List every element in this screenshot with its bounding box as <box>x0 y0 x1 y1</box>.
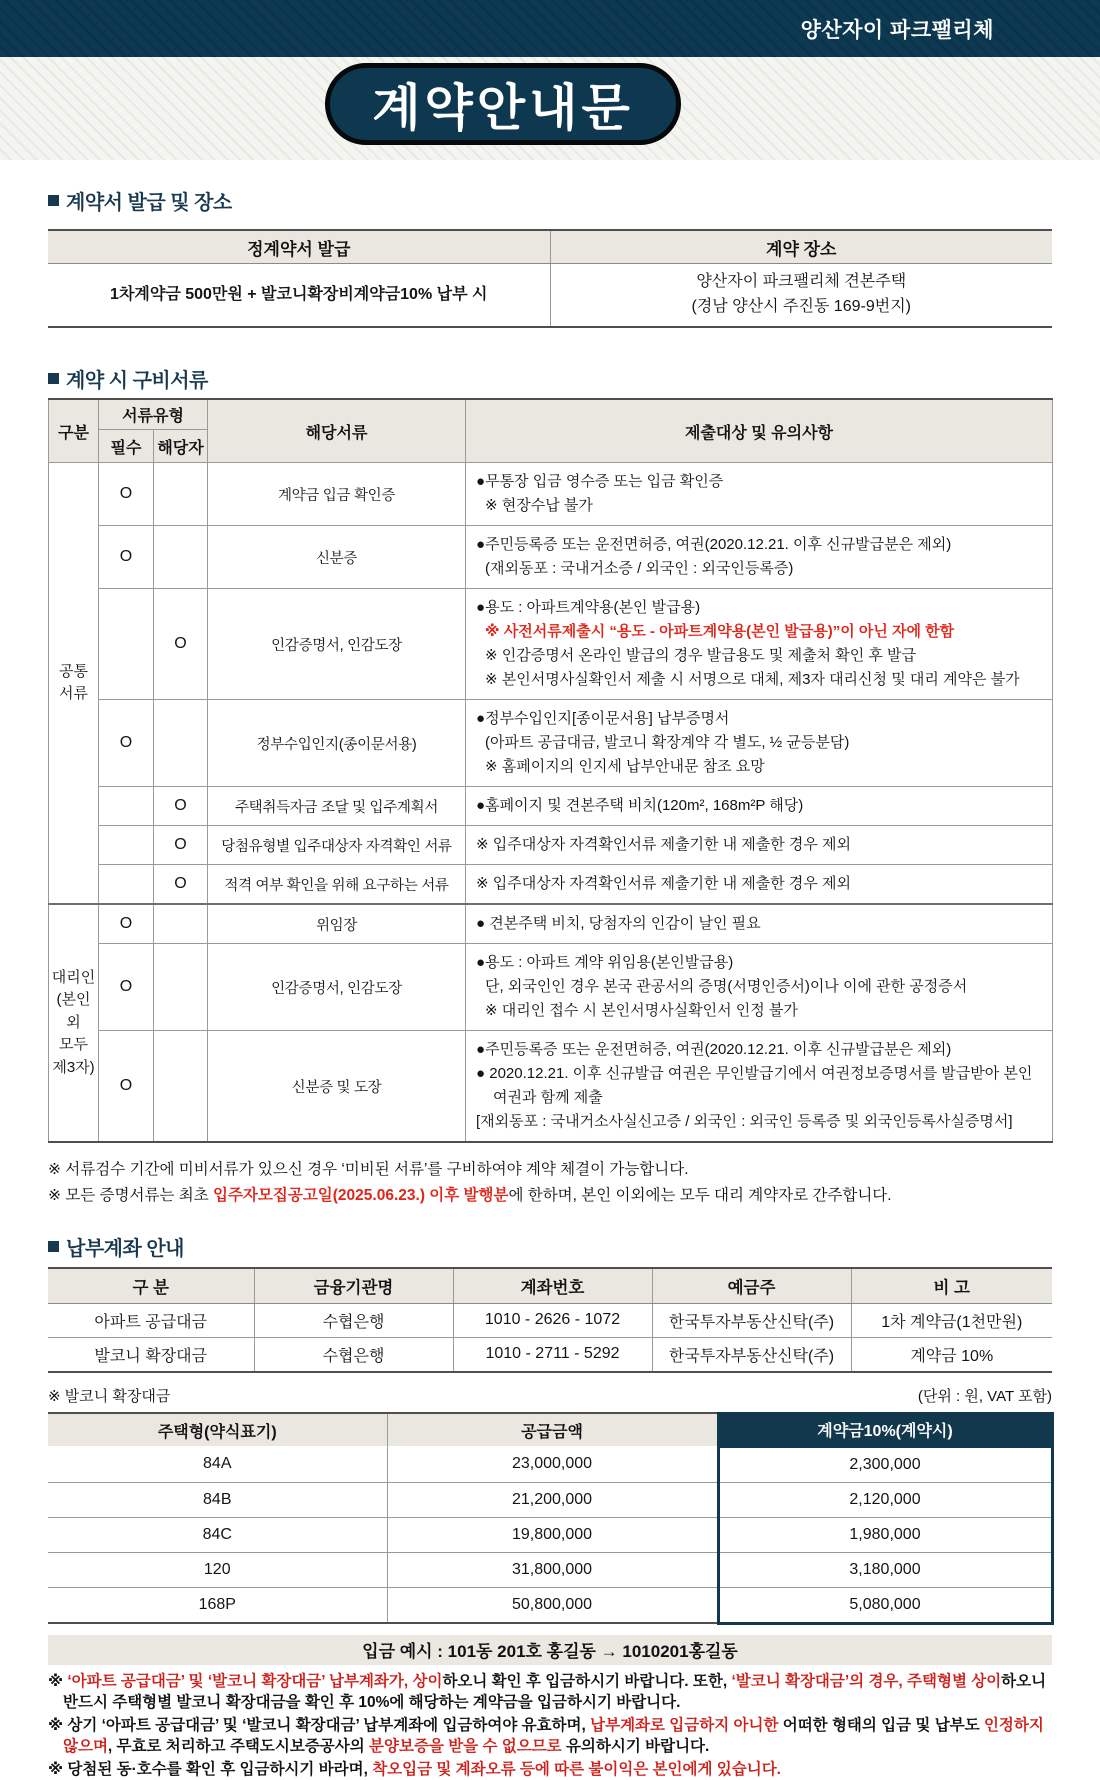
contract-place-cell <box>550 264 1052 328</box>
balcony-caption-row <box>48 1385 1052 1406</box>
required-cell: O <box>99 463 154 526</box>
info-line: ※ 본인서명사실확인서 제출 시 서명으로 대체, 제3자 대리신청 및 대리 계약은 불가 <box>485 671 1020 688</box>
category-line: 모두 <box>59 1036 88 1054</box>
text-segment: 유의하시기 바랍니다. <box>561 1737 710 1755</box>
balcony-cell: 3,180,000 <box>718 1552 1052 1587</box>
balcony-cell: 1,980,000 <box>718 1517 1052 1552</box>
column-header: 계약금10%(계약시) <box>718 1413 1052 1446</box>
documents-notes <box>48 1157 1052 1210</box>
notes-cell <box>466 826 1053 865</box>
balcony-cell: 50,800,000 <box>387 1587 718 1623</box>
info-line: 여권과 함께 제출 <box>493 1089 603 1106</box>
balcony-cell: 2,300,000 <box>718 1446 1052 1482</box>
text-segment: 하오니 반드시 주택형별 발코니 확장대금을 확인 후 10%에 해당하는 계약금을 입금하시기 바랍니다. <box>63 1672 1047 1711</box>
info-line: ●용도 : 아파트 계약 위임용(본인발급용) <box>476 954 734 971</box>
required-cell <box>99 589 154 700</box>
text-segment: 에 한하며, 본인 이외에는 모두 대리 계약자로 간주합니다. <box>508 1187 892 1205</box>
info-line: 단, 외국인인 경우 본국 관공서의 증명(서명인증서)이나 이에 관한 공정증서 <box>485 978 968 995</box>
required-cell: O <box>99 700 154 787</box>
balcony-cell: 2,120,000 <box>718 1482 1052 1517</box>
deposit-example-text: 입금 예시 : 101동 201호 홍길동 → 1010201홍길동 <box>362 1642 738 1662</box>
category-line: 대리인 <box>51 968 96 986</box>
page-title: 계약안내문 <box>372 80 634 136</box>
table-header-row <box>48 1413 1052 1446</box>
applicable-cell <box>154 944 208 1031</box>
deposit-example-band <box>48 1635 1052 1665</box>
document-row <box>49 826 1053 865</box>
balcony-cell: 84A <box>203 1454 232 1472</box>
section-title-text: 계약서 발급 및 장소 <box>66 192 232 214</box>
column-header-category: 구분 <box>49 399 99 463</box>
info-line: (재외동포 : 국내거소증 / 외국인 : 외국인등록증) <box>485 560 794 577</box>
text-segment: ‘아파트 공급대금’ 및 ‘발코니 확장대금’ 납부계좌가, 상이 <box>67 1672 443 1690</box>
required-cell: O <box>99 904 154 944</box>
document-body <box>0 186 1100 1780</box>
applicable-cell <box>154 1031 208 1143</box>
text-segment: ※ 서류검수 기간에 미비서류가 있으신 경우 ‘미비된 서류’를 구비하여야 계약 체결이 가능합니다. <box>48 1161 689 1178</box>
balcony-row <box>48 1446 1052 1482</box>
balcony-table-body <box>48 1446 1052 1623</box>
brand-name: 양산자이 파크팰리체 <box>800 18 994 42</box>
column-header-doctype: 서류유형 <box>99 399 208 430</box>
column-header-place: 계약 장소 <box>550 230 1052 264</box>
balcony-cell: 84C <box>48 1517 387 1552</box>
category-cell <box>49 904 99 1142</box>
document-row <box>49 787 1053 826</box>
document-cell: 당첨유형별 입주대상자 자격확인 서류 <box>208 826 466 865</box>
text-segment: 착오입금 및 계좌오류 등에 따른 불이익은 본인에게 있습니다. <box>372 1760 781 1778</box>
balcony-cell: 31,800,000 <box>387 1552 718 1587</box>
table-head <box>49 399 1053 463</box>
text-segment: ※ 상기 ‘아파트 공급대금’ 및 ‘발코니 확장대금’ 납부계좌에 입금하여야 유효하며, <box>48 1716 591 1734</box>
square-bullet-icon <box>48 195 59 206</box>
section-title-accounts <box>48 1232 1052 1261</box>
notes-cell <box>466 700 1053 787</box>
footnote-line <box>48 1715 1052 1757</box>
issuance-place-table <box>48 229 1052 328</box>
required-documents-table <box>48 398 1053 1143</box>
category-line: 서류 <box>59 685 88 702</box>
document-cell: 계약금 입금 확인증 <box>208 463 466 526</box>
balcony-cell: 120 <box>48 1552 387 1587</box>
info-line: (아파트 공급대금, 발코니 확장계약 각 별도, ½ 균등분담) <box>485 734 850 751</box>
applicable-cell <box>154 700 208 787</box>
place-line: 양산자이 파크팰리체 견본주택 <box>696 273 907 291</box>
title-band <box>0 57 1100 160</box>
footnote-line <box>48 1157 1052 1183</box>
column-header: 비 고 <box>851 1268 1052 1304</box>
info-line: ● 견본주택 비치, 당첨자의 인감이 날인 필요 <box>476 915 761 932</box>
applicable-cell: O <box>154 826 208 865</box>
required-cell <box>99 787 154 826</box>
table-row <box>48 264 1052 328</box>
column-header-applicable: 해당자 <box>154 430 208 463</box>
info-line: ●정부수입인지[종이문서용] 납부증명서 <box>476 710 730 727</box>
balcony-row <box>48 1552 1052 1587</box>
section-title-documents <box>48 364 1052 393</box>
applicable-cell <box>154 904 208 944</box>
document-cell: 정부수입인지(종이문서용) <box>208 700 466 787</box>
document-cell: 위임장 <box>208 904 466 944</box>
info-line: ※ 인감증명서 온라인 발급의 경우 발급용도 및 제출처 확인 후 발급 <box>485 647 917 664</box>
section-title-issuance <box>48 186 1052 215</box>
info-line: [재외동포 : 국내거소사실신고증 / 외국인 : 외국인 등록증 및 외국인등록사실증명서] <box>476 1113 1013 1130</box>
column-header: 구 분 <box>48 1268 254 1304</box>
document-cell: 신분증 및 도장 <box>208 1031 466 1143</box>
category-line: 공통 <box>59 662 88 680</box>
info-line: ※ 사전서류제출시 “용도 - 아파트계약용(본인 발급용)”이 아닌 자에 한함 <box>485 623 955 640</box>
required-cell: O <box>99 944 154 1031</box>
balcony-cell: 19,800,000 <box>387 1517 718 1552</box>
text-segment: 입주자모집공고일(2025.06.23.) 이후 발행분 <box>212 1187 509 1205</box>
account-cell: 수협은행 <box>254 1303 453 1337</box>
section-title-text: 납부계좌 안내 <box>66 1237 184 1260</box>
text-segment: , 무효로 처리하고 주택도시보증공사의 <box>107 1737 370 1755</box>
info-line: ※ 입주대상자 자격확인서류 제출기한 내 제출한 경우 제외 <box>476 875 852 892</box>
footnote-line <box>48 1183 1052 1209</box>
document-row <box>49 463 1053 526</box>
required-cell <box>99 826 154 865</box>
balcony-cell: 23,000,000 <box>387 1446 718 1482</box>
table-header-row <box>48 230 1052 264</box>
account-cell: 계약금 10% <box>851 1337 1052 1372</box>
document-row <box>49 1031 1053 1143</box>
text-segment: 분양보증을 받을 수 없으므로 <box>369 1737 562 1755</box>
document-row <box>49 865 1053 905</box>
info-line: ● 2020.12.21. 이후 신규발급 여권은 무인발급기에서 여권정보증명서를 발급받아 본인 <box>476 1065 1033 1082</box>
account-cell: 한국투자부동산신탁(주) <box>652 1303 851 1337</box>
document-row <box>49 700 1053 787</box>
text-segment: 어떠한 형태의 입금 및 납부도 <box>778 1716 984 1734</box>
unit-note: (단위 : 원, VAT 포함) <box>917 1387 1052 1405</box>
applicable-cell <box>154 526 208 589</box>
text-segment: ※ <box>48 1672 68 1690</box>
document-cell: 적격 여부 확인을 위해 요구하는 서류 <box>208 865 466 905</box>
account-cell: 1010 - 2711 - 5292 <box>453 1337 652 1372</box>
account-row <box>48 1337 1052 1372</box>
notes-cell <box>466 463 1053 526</box>
info-line: ●용도 : 아파트계약용(본인 발급용) <box>476 599 701 616</box>
document-row <box>49 526 1053 589</box>
account-row <box>48 1303 1052 1337</box>
top-banner <box>0 0 1100 57</box>
account-cell: 한국투자부동산신탁(주) <box>652 1337 851 1372</box>
square-bullet-icon <box>48 1241 59 1252</box>
notes-cell <box>466 526 1053 589</box>
text-segment: 하오니 확인 후 입금하시기 바랍니다. 또한, <box>442 1672 732 1690</box>
section-title-text: 계약 시 구비서류 <box>66 370 208 392</box>
table-header-row <box>49 399 1053 430</box>
issuance-condition-cell: 1차계약금 500만원 + 발코니확장비계약금10% 납부 시 <box>110 285 488 303</box>
required-cell: O <box>99 526 154 589</box>
notes-cell <box>466 904 1053 944</box>
column-header-required: 필수 <box>99 430 154 463</box>
applicable-cell <box>154 463 208 526</box>
account-cell: 1차 계약금(1천만원) <box>851 1303 1052 1337</box>
balcony-cell: 168P <box>48 1587 387 1623</box>
title-box <box>325 63 681 145</box>
balcony-cell: 5,080,000 <box>718 1587 1052 1623</box>
notes-cell <box>466 1031 1053 1143</box>
column-header-document: 해당서류 <box>208 399 466 463</box>
info-line: ●주민등록증 또는 운전면허증, 여권(2020.12.21. 이후 신규발급분은 제외) <box>476 1041 952 1058</box>
balcony-price-table <box>48 1412 1054 1625</box>
balcony-row <box>48 1517 1052 1552</box>
applicable-cell: O <box>154 787 208 826</box>
document-row <box>49 944 1053 1031</box>
square-bullet-icon <box>48 373 59 384</box>
column-header: 계좌번호 <box>453 1268 652 1304</box>
column-header-notes: 제출대상 및 유의사항 <box>466 399 1053 463</box>
footnote-line <box>48 1759 1052 1780</box>
column-header: 예금주 <box>652 1268 851 1304</box>
info-line: ※ 현장수납 불가 <box>485 497 593 514</box>
documents-table-body <box>49 463 1053 1143</box>
column-header: 공급금액 <box>387 1413 718 1446</box>
balcony-cell: 21,200,000 <box>387 1482 718 1517</box>
category-line: 제3자) <box>52 1058 95 1076</box>
table-header-row <box>48 1268 1052 1304</box>
info-line: ●홈페이지 및 견본주택 비치(120m², 168m²P 해당) <box>476 797 804 814</box>
applicable-cell: O <box>154 589 208 700</box>
payment-accounts-table <box>48 1267 1052 1373</box>
category-cell <box>49 463 99 905</box>
document-cell: 신분증 <box>208 526 466 589</box>
required-cell: O <box>99 1031 154 1143</box>
notes-cell <box>466 944 1053 1031</box>
account-cell: 1010 - 2626 - 1072 <box>453 1303 652 1337</box>
applicable-cell: O <box>154 865 208 905</box>
document-cell: 주택취득자금 조달 및 입주계획서 <box>208 787 466 826</box>
column-header-issuance: 정계약서 발급 <box>48 230 550 264</box>
document-cell: 인감증명서, 인감도장 <box>208 944 466 1031</box>
notes-cell <box>466 589 1053 700</box>
required-cell <box>99 865 154 905</box>
bottom-footnotes <box>48 1671 1052 1780</box>
text-segment: ※ 당첨된 동·호수를 확인 후 입금하시기 바라며, <box>48 1760 373 1778</box>
text-segment: 인정하지 않으며 <box>63 1716 1044 1755</box>
text-segment: ‘발코니 확장대금’의 경우, 주택형별 상이 <box>731 1672 1002 1690</box>
info-line: ※ 입주대상자 자격확인서류 제출기한 내 제출한 경우 제외 <box>476 836 852 853</box>
text-segment: 납부계좌로 입금하지 아니한 <box>590 1716 779 1734</box>
info-line: ※ 홈페이지의 인지세 납부안내문 참조 요망 <box>485 758 765 775</box>
balcony-row <box>48 1587 1052 1623</box>
balcony-label: ※ 발코니 확장대금 <box>48 1387 171 1405</box>
category-line: (본인 외 <box>56 991 91 1031</box>
account-cell: 발코니 확장대금 <box>48 1337 254 1372</box>
notes-cell <box>466 865 1053 905</box>
notes-cell <box>466 787 1053 826</box>
accounts-table-body <box>48 1303 1052 1372</box>
info-line: ●주민등록증 또는 운전면허증, 여권(2020.12.21. 이후 신규발급분은 제외) <box>476 536 952 553</box>
document-row <box>49 904 1053 944</box>
info-line: ●무통장 입금 영수증 또는 입금 확인증 <box>476 473 724 490</box>
balcony-cell: 84B <box>48 1482 387 1517</box>
document-row <box>49 589 1053 700</box>
column-header: 주택형(약식표기) <box>48 1413 387 1446</box>
place-line: (경남 양산시 주진동 169-9번지) <box>691 298 911 315</box>
column-header: 금융기관명 <box>254 1268 453 1304</box>
footnote-line <box>48 1671 1052 1713</box>
info-line: ※ 대리인 접수 시 본인서명사실확인서 인정 불가 <box>485 1002 798 1019</box>
text-segment: ※ 모든 증명서류는 최초 <box>48 1187 213 1205</box>
account-cell: 아파트 공급대금 <box>94 1313 208 1331</box>
document-cell: 인감증명서, 인감도장 <box>208 589 466 700</box>
balcony-row <box>48 1482 1052 1517</box>
account-cell: 수협은행 <box>254 1337 453 1372</box>
